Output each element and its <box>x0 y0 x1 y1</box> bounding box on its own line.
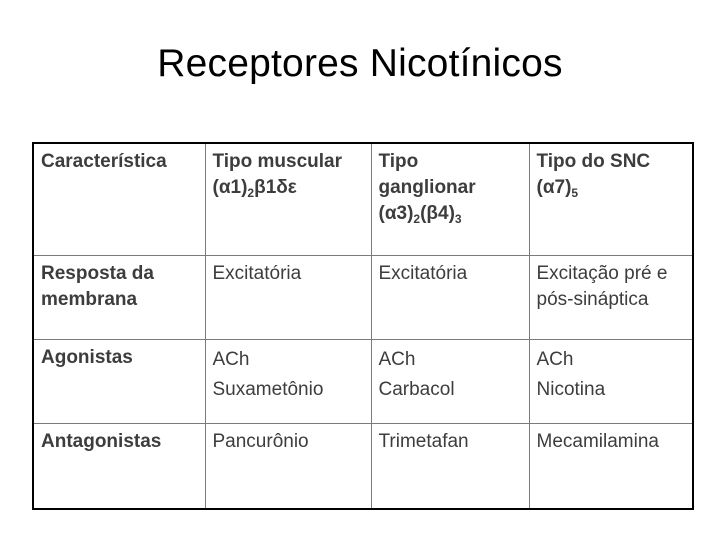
cell-snc-resposta: Excitação pré e pós-sináptica <box>529 255 693 339</box>
cell-muscular-resposta: Excitatória <box>205 255 371 339</box>
cell-muscular-antagonistas: Pancurônio <box>205 423 371 509</box>
slide-title: Receptores Nicotínicos <box>157 42 563 85</box>
row-label-antagonistas: Antagonistas <box>33 423 205 509</box>
header-tipo-snc: Tipo do SNC $(\alpha 7)_5$ <box>529 143 693 255</box>
cell-muscular-agonistas: ACh Suxametônio <box>205 339 371 423</box>
row-label-agonistas: Agonistas <box>33 339 205 423</box>
cell-snc-antagonistas: Mecamilamina <box>529 423 693 509</box>
cell-ganglionar-resposta: Excitatória <box>371 255 529 339</box>
cell-ganglionar-antagonistas: Trimetafan <box>371 423 529 509</box>
row-label-resposta: Resposta da membrana <box>33 255 205 339</box>
table-row <box>33 255 693 339</box>
header-caracteristica: Característica <box>33 143 205 255</box>
table-row <box>33 339 693 423</box>
header-tipo-muscular: Tipo muscular $(\alpha 1)_2\beta 1\delta\varepsilon$ <box>205 143 371 255</box>
cell-snc-agonistas: ACh Nicotina <box>529 339 693 423</box>
cell-ganglionar-agonistas: ACh Carbacol <box>371 339 529 423</box>
table-row <box>33 423 693 509</box>
table-header-row <box>33 143 693 255</box>
receptor-table <box>32 142 694 510</box>
header-tipo-ganglionar: Tipo ganglionar $(\alpha 3)_2(\beta 4)_3$ <box>371 143 529 255</box>
